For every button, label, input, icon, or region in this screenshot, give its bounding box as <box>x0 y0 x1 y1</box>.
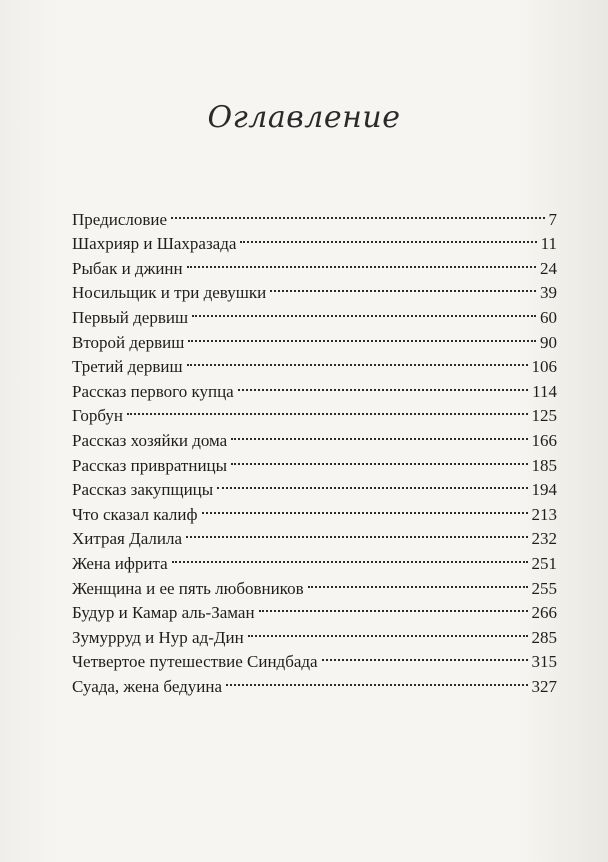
dot-leader <box>226 667 527 692</box>
toc-entry-title: Рассказ хозяйки дома <box>72 430 228 450</box>
dot-leader <box>192 298 536 323</box>
toc-entry-page: 255 <box>531 578 557 598</box>
dot-leader <box>171 200 544 225</box>
toc-entry-title: Горбун <box>72 406 123 426</box>
dot-leader <box>238 372 528 397</box>
toc-entry-page: 24 <box>540 258 557 278</box>
toc-entry-page: 315 <box>531 652 557 672</box>
toc-entry-title: Женщина и ее пять любовников <box>72 578 304 598</box>
dot-leader <box>231 446 527 471</box>
dot-leader <box>187 249 536 274</box>
dot-leader <box>270 274 536 299</box>
toc-entry-title: Рассказ первого купца <box>72 381 234 401</box>
toc-entry-title: Четвертое путешествие Синдбада <box>72 652 318 672</box>
toc-entry-title: Носильщик и три девушки <box>72 283 267 303</box>
toc-entry-title: Третий дервиш <box>72 357 183 377</box>
toc-heading: Оглавление <box>207 100 401 135</box>
dot-leader <box>187 348 528 373</box>
dot-leader <box>172 544 528 569</box>
dot-leader <box>231 421 527 446</box>
toc-entry-title: Предисловие <box>72 209 168 229</box>
toc-entry-page: 194 <box>531 480 557 500</box>
toc-entry-page: 232 <box>531 529 557 549</box>
dot-leader <box>240 225 536 250</box>
dot-leader <box>217 471 527 496</box>
toc-entry-page: 125 <box>531 406 557 426</box>
toc-entry-page: 39 <box>540 283 557 303</box>
toc-entry-title: Жена ифрита <box>72 553 168 573</box>
dot-leader <box>127 397 528 422</box>
toc-entry-title: Зумурруд и Нур ад-Дин <box>72 627 244 647</box>
dot-leader <box>308 569 528 594</box>
dot-leader <box>322 643 528 668</box>
dot-leader <box>202 495 528 520</box>
toc-entry-title: Шахрияр и Шахразада <box>72 234 237 254</box>
toc-entry-page: 7 <box>548 209 557 229</box>
toc-entry-page: 213 <box>531 504 557 524</box>
toc-entry-page: 114 <box>532 381 557 401</box>
toc-entry-title: Будур и Камар аль-Заман <box>72 603 255 623</box>
toc-entry-title: Рассказ закупщицы <box>72 480 214 500</box>
toc-entry-title: Рассказ привратницы <box>72 455 228 475</box>
toc-entry-page: 266 <box>531 603 557 623</box>
table-of-contents <box>72 200 557 696</box>
toc-entry-title: Хитрая Далила <box>72 529 183 549</box>
dot-leader <box>259 594 528 619</box>
toc-entry-title: Второй дервиш <box>72 332 185 352</box>
toc-entry-title: Что сказал калиф <box>72 504 198 524</box>
toc-entry-title: Суада, жена бедуина <box>72 676 223 696</box>
toc-entry-page: 327 <box>531 676 557 696</box>
toc-entry-title: Первый дервиш <box>72 307 189 327</box>
toc-entry-page: 60 <box>540 307 557 327</box>
toc-entry-page: 251 <box>531 553 557 573</box>
toc-entry-page: 106 <box>531 357 557 377</box>
dot-leader <box>186 520 527 545</box>
toc-entry-page: 166 <box>531 430 557 450</box>
toc-entry-page: 90 <box>540 332 557 352</box>
toc-entry <box>72 397 557 426</box>
dot-leader <box>188 323 536 348</box>
dot-leader <box>248 618 528 643</box>
toc-entry-title: Рыбак и джинн <box>72 258 183 278</box>
toc-entry-page: 11 <box>540 234 557 254</box>
toc-entry <box>72 200 557 229</box>
toc-entry-page: 185 <box>531 455 557 475</box>
toc-entry-page: 285 <box>531 627 557 647</box>
toc-entry <box>72 421 557 450</box>
